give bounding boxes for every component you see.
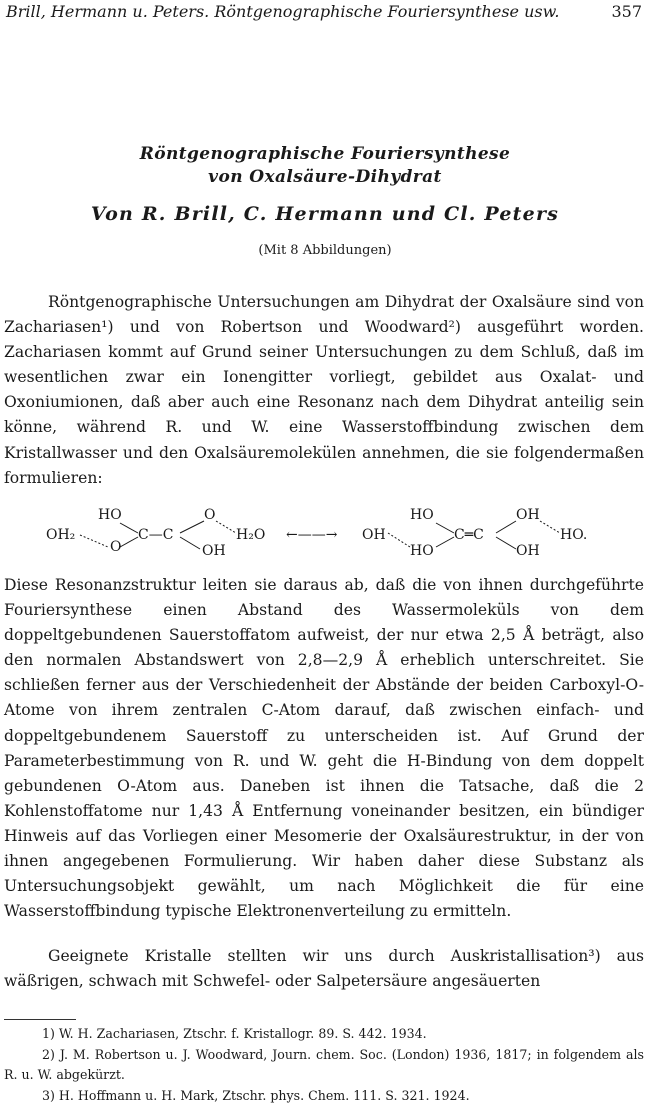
- footnote-1: 1) W. H. Zachariasen, Ztschr. f. Kristallogr. 89. S. 442. 1934.: [42, 1026, 427, 1041]
- formula-right-oh-left: OH: [362, 527, 386, 543]
- formula-right-ho-end: HO.: [560, 527, 588, 543]
- article-title-line-2: von Oxalsäure-Dihydrat: [208, 167, 442, 187]
- structural-formula: [40, 503, 610, 563]
- formula-left-oh-bottom: OH: [202, 543, 226, 559]
- running-head: [6, 2, 642, 24]
- formula-left-oh2: OH₂: [46, 527, 76, 543]
- formula-resonance-arrow: ←——→: [286, 527, 338, 543]
- formula-left-o-bottom: O: [110, 539, 122, 555]
- footnote-3: 3) H. Hoffmann u. H. Mark, Ztschr. phys. Chem. 111. S. 321. 1924.: [42, 1087, 470, 1103]
- footnotes: [4, 1024, 644, 1106]
- running-title: Brill, Hermann u. Peters. Röntgenographische Fouriersynthese usw.: [6, 2, 560, 21]
- formula-right-oh-top: OH: [516, 507, 540, 523]
- footnote-2: 2) J. M. Robertson u. J. Woodward, Journ. chem. Soc. (London) 1936, 1817; in folgendem als R. u. W. abgekürzt.: [4, 1046, 644, 1082]
- formula-left-o-top: O: [204, 507, 216, 523]
- footnote-rule: [4, 1019, 76, 1020]
- paragraph-resonance: Diese Resonanzstruktur leiten sie daraus ab, daß die von ihnen durchgeführte Fouriersynthese einen Abstand des Wassermoleküls von dem doppeltgebundenen Sauerstoffatom aufweist, der nur etwa 2,5 Å beträgt, also den normalen Abstandswert von 2,8—2,9 Å erheblich unterschreitet. Sie schließen ferner aus der Verschiedenheit der Abstände der beiden Carboxyl-O-Atome von ihrem zentralen C-Atom darauf, daß zwischen einfach- und doppeltgebundenem Sauerstoff zu unterscheiden ist. Auf Grund der Parameterbestimmung von R. und W. geht die H-Bindung von dem doppelt gebundenen O-Atom aus. Daneben ist ihnen die Tatsache, daß die 2 Kohlenstoffatome nur 1,43 Å Entfernung voneinander besitzen, ein bündiger Hinweis auf das Vorliegen einer Mesomerie der Oxalsäurestruktur, in der von ihnen angegebenen Formulierung. Wir haben daher diese Substanz als Untersuchungsobjekt gewählt, um nach Möglichkeit die für eine Wasserstoffbindung typische Elektronenverteilung zu ermitteln.: [4, 576, 644, 921]
- formula-left-cc: C—C: [138, 527, 174, 543]
- paragraph-intro: Röntgenographische Untersuchungen am Dihydrat der Oxalsäure sind von Zachariasen¹) und von Robertson und Woodward²) ausgeführt worden. Zachariasen kommt auf Grund seiner Untersuchungen zu dem Schluß, daß im wesentlichen zwar ein Ionengitter vorliegt, gebildet aus Oxalat- und Oxoniumionen, daß aber auch eine Resonanz nach dem Dihydrat anteilig sein könne, während R. und W. eine Wasserstoffbindung zwischen dem Kristallwasser und den Oxalsäuremolekülen annehmen, die sie folgendermaßen formulieren:: [4, 293, 644, 487]
- formula-left-ho-top: HO: [98, 507, 122, 523]
- formula-right-oh-bottom: OH: [516, 543, 540, 559]
- formula-left-h2o: H₂O: [236, 527, 266, 543]
- article-authors: Von R. Brill, C. Hermann und Cl. Peters: [90, 203, 560, 225]
- article-title-line-1: Röntgenographische Fouriersynthese: [139, 144, 511, 164]
- formula-diagram: [40, 503, 610, 563]
- page-number: 357: [611, 2, 642, 21]
- formula-right-ho-bottom: HO: [410, 543, 434, 559]
- figure-count-note: (Mit 8 Abbildungen): [258, 243, 392, 258]
- formula-right-c-eq-c: C═C: [454, 527, 484, 543]
- paragraph-crystals: Geeignete Kristalle stellten wir uns durch Auskristallisation³) aus wäßrigen, schwach mit Schwefel- oder Salpetersäure angesäuerten: [4, 947, 644, 991]
- formula-right-ho-top: HO: [410, 507, 434, 523]
